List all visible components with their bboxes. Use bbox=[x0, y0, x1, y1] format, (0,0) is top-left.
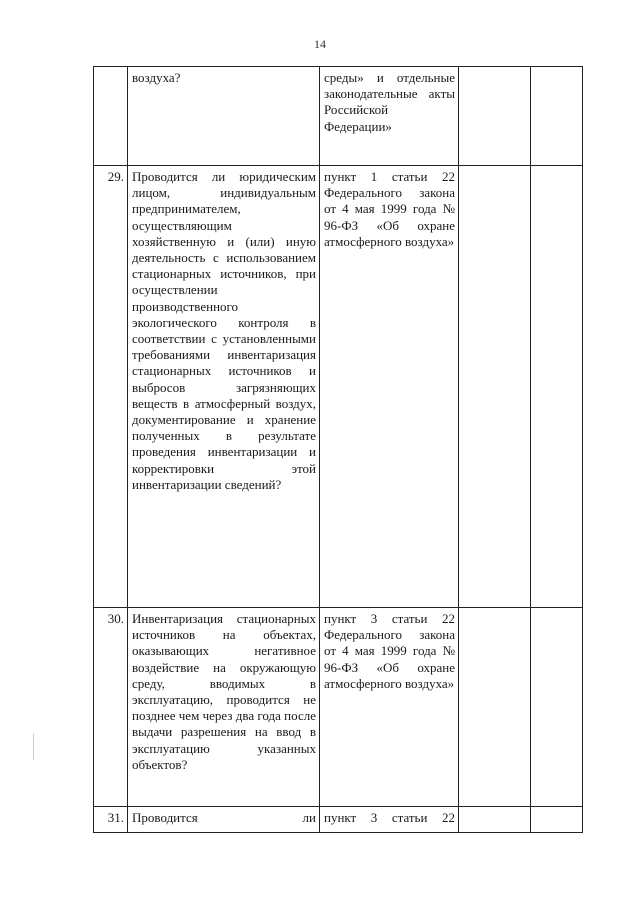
legal-reference-cell: пункт 3 статьи 22 Федерального закона от 4 мая 1999 года № 96-ФЗ «Об охране атмосферного воздуха» bbox=[320, 608, 459, 807]
question-cell: Инвентаризация стационарных источников на объектах, оказывающих негативное воздействие на окружающую среду, вводимых в эксплуатацию, проводится не позднее чем через два года после выдачи разрешения на ввод в эксплуатацию указанных объектов? bbox=[128, 608, 320, 807]
question-cell: Проводится ли юридическим лицом, индивидуальным предпринимателем, осуществляющим хозяйственную и (или) иную деятельность с использованием стационарных источников, при осуществлении производственного экологического контроля в соответствии с установленными требованиями инвентаризация стационарных источников и выбросов загрязняющих веществ в атмосферный воздух, документирование и хранение полученных в результате проведения инвентаризации и корректировки этой инвентаризации сведений? bbox=[128, 166, 320, 608]
legal-reference-cell: среды» и отдельные законодательные акты Российской Федерации» bbox=[320, 67, 459, 166]
question-cell: воздуха? bbox=[128, 67, 320, 166]
page-number: 14 bbox=[314, 37, 326, 51]
row-number: 31. bbox=[94, 807, 128, 833]
row-number: 29. bbox=[94, 166, 128, 608]
table-row bbox=[94, 166, 583, 608]
answer-cell bbox=[459, 608, 531, 807]
checklist-table bbox=[93, 66, 583, 833]
question-cell: Проводится ли bbox=[128, 807, 320, 833]
row-number: 30. bbox=[94, 608, 128, 807]
legal-reference-cell: пункт 1 статьи 22 Федерального закона от 4 мая 1999 года № 96-ФЗ «Об охране атмосферного воздуха» bbox=[320, 166, 459, 608]
answer-cell bbox=[459, 67, 531, 166]
answer-cell bbox=[459, 166, 531, 608]
row-number bbox=[94, 67, 128, 166]
note-cell bbox=[531, 166, 583, 608]
note-cell bbox=[531, 807, 583, 833]
scan-artifact-mark bbox=[33, 734, 34, 760]
answer-cell bbox=[459, 807, 531, 833]
table-row bbox=[94, 608, 583, 807]
table-row bbox=[94, 67, 583, 166]
legal-reference-cell: пункт 3 статьи 22 bbox=[320, 807, 459, 833]
note-cell bbox=[531, 67, 583, 166]
note-cell bbox=[531, 608, 583, 807]
table-row bbox=[94, 807, 583, 833]
